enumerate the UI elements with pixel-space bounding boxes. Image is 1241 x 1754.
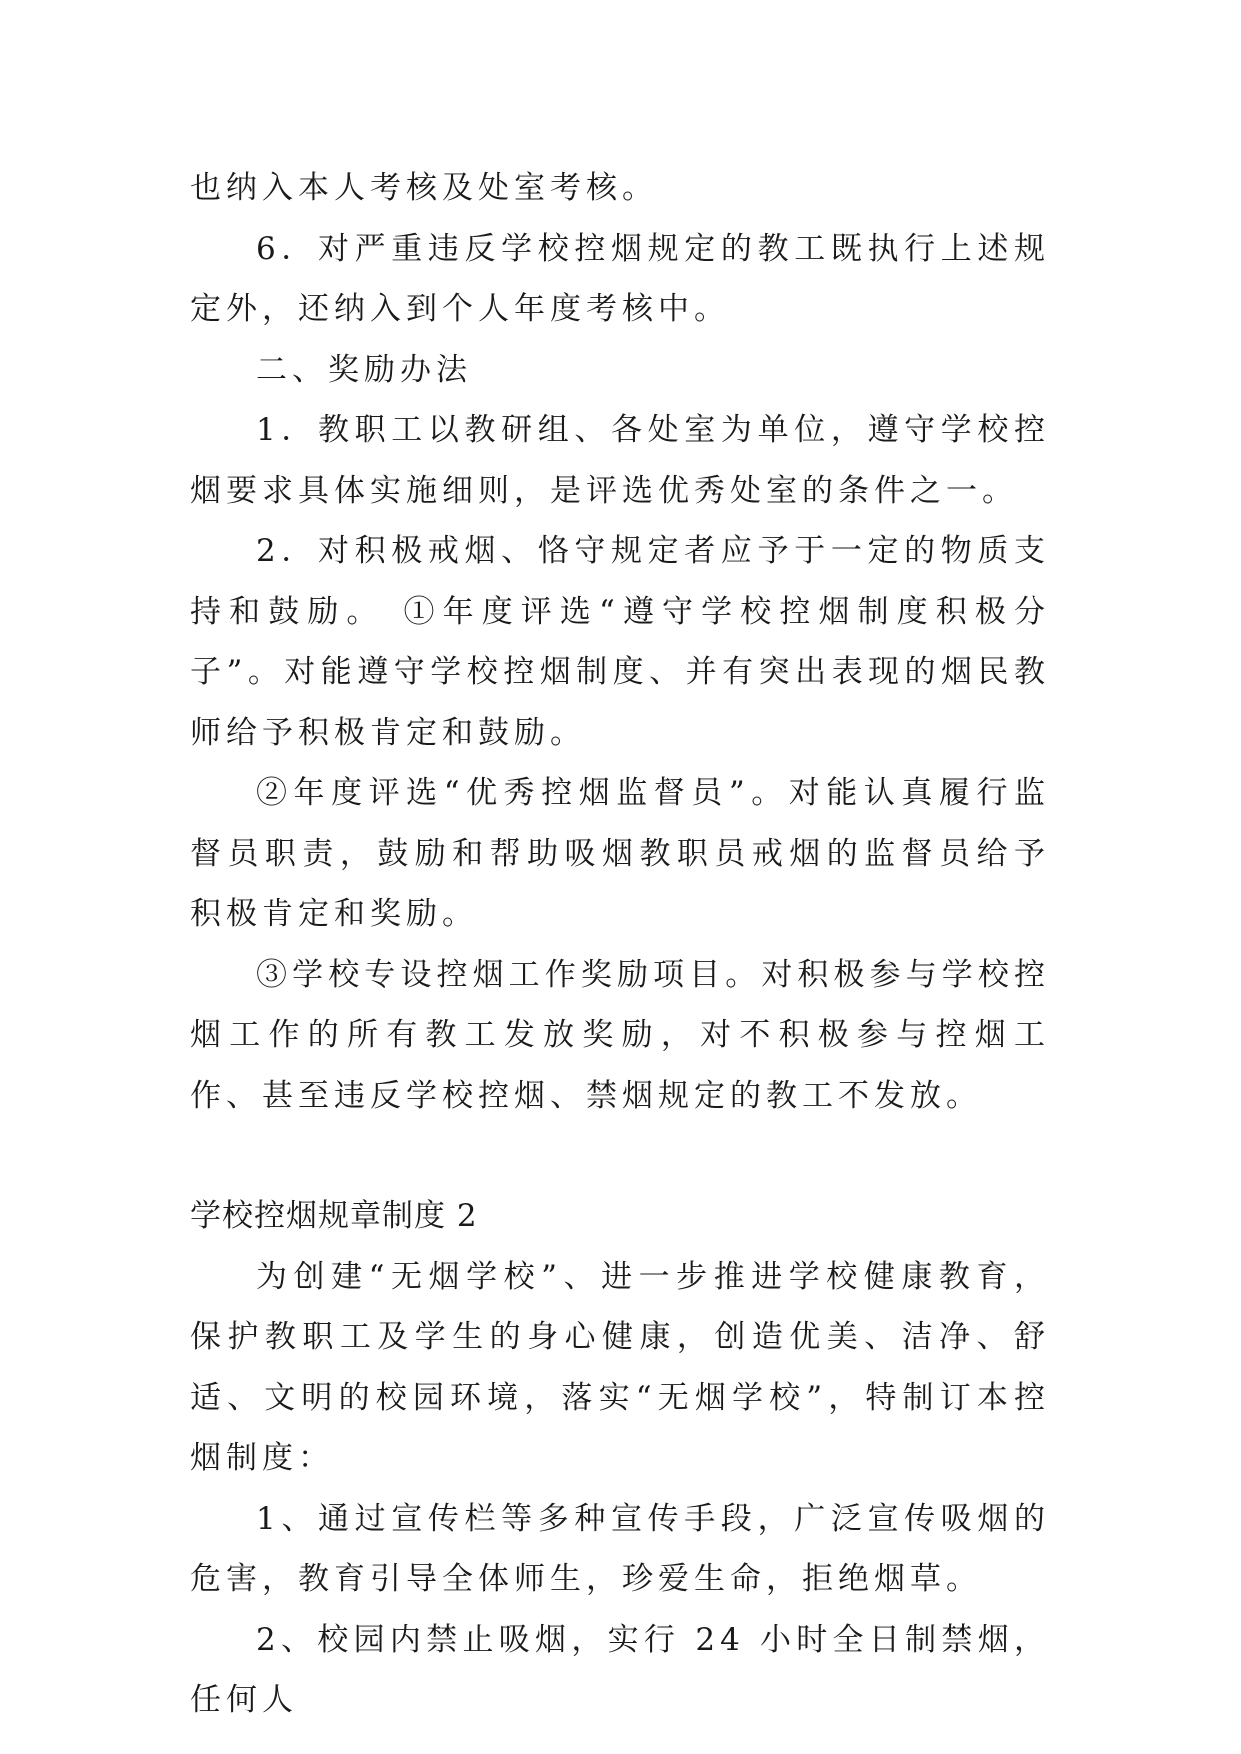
paragraph-reward-1: 1．教职工以教研组、各处室为单位，遵守学校控烟要求具体实施细则，是评选优秀处室的条件之一。 [190, 412, 1050, 509]
paragraph-continuation: 也纳入本人考核及处室考核。 [190, 170, 658, 206]
paragraph-reward-2-item-2: ②年度评选“优秀控烟监督员”。对能认真履行监督员职责，鼓励和帮助吸烟教职员戒烟的监督员给予积极肯定和奖励。 [190, 775, 1050, 932]
heading-reward-methods: 二、奖励办法 [256, 351, 472, 388]
paragraph-rule-6: 6．对严重违反学校控烟规定的教工既执行上述规定外，还纳入到个人年度考核中。 [190, 230, 1050, 327]
paragraph-reward-2: 2．对积极戒烟、恪守规定者应予于一定的物质支持和鼓励。 ①年度评选“遵守学校控烟制度积极分子”。对能遵守学校控烟制度、并有突出表现的烟民教师给予积极肯定和鼓励。 [190, 533, 1050, 751]
document-body [190, 158, 1050, 1731]
paragraph-rule-1: 1、通过宣传栏等多种宣传手段，广泛宣传吸烟的危害，教育引导全体师生，珍爱生命，拒绝烟草。 [190, 1500, 1050, 1597]
section-title: 学校控烟规章制度 2 [190, 1198, 478, 1234]
paragraph-reward-2-item-3: ③学校专设控烟工作奖励项目。对积极参与学校控烟工作的所有教工发放奖励，对不积极参与控烟工作、甚至违反学校控烟、禁烟规定的教工不发放。 [190, 956, 1050, 1114]
paragraph-intro: 为创建“无烟学校”、进一步推进学校健康教育，保护教职工及学生的身心健康，创造优美、洁净、舒适、文明的校园环境，落实“无烟学校”，特制订本控烟制度： [190, 1258, 1050, 1476]
paragraph-rule-2: 2、校园内禁止吸烟，实行 24 小时全日制禁烟，任何人 [190, 1621, 1050, 1718]
